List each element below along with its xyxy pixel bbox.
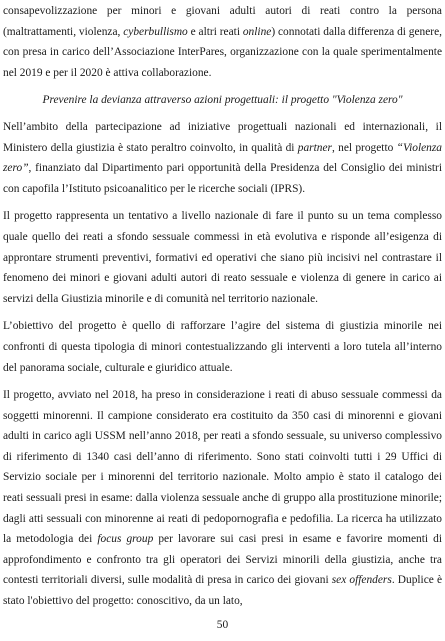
italic-text-span: partner	[297, 141, 332, 154]
text-span: L’obiettivo del progetto è quello di rafforzare l’agire del sistema di giustizia minorile nei confronti di questa tipologia di minori contestualizzando gli interventi a loro tutela all’interno del panorama sociale, culturale e giuridico attuale.	[3, 320, 442, 374]
text-span: e altri reati	[187, 25, 243, 38]
body-paragraph-4	[3, 385, 442, 612]
body-paragraph-2	[3, 206, 442, 309]
text-span: Il progetto rappresenta un tentativo a livello nazionale di fare il punto su un tema complesso quale quello dei reati a sfondo sessuale commessi in età evolutiva e risponde all’esigenza di approntare strumenti preventivi, formativi ed operativi che siano più incisivi nel contrastare il fenomeno dei minori e giovani adulti autori di reato sessuale e violenza di genere in carico ai servizi della Giustizia minorile e di comunità nel territorio nazionale.	[3, 210, 442, 305]
italic-text-span: “Violenza zero”	[3, 141, 442, 175]
text-span: , nel progetto	[331, 141, 397, 154]
italic-text-span: online	[242, 25, 272, 38]
text-span: . Duplice è stato l'obiettivo del progetto: conoscitivo, da un lato,	[3, 574, 443, 608]
section-heading: Prevenire la devianza attraverso azioni progettuali: il progetto "Violenza zero"	[42, 94, 403, 107]
intro-paragraph	[3, 1, 442, 83]
text-span: ) connotati dalla differenza di genere, con presa in carico dell’Associazione InterPares, organizzazione con la quale sperimentalmente nel 2019 e per il 2020 è attiva collaborazione.	[3, 25, 442, 79]
italic-text-span: focus group	[97, 533, 154, 546]
page-number: 50	[216, 619, 229, 631]
text-span: Nell’ambito della partecipazione ad iniziative progettuali nazionali ed internazionali, il Ministero della giustizia è stato peraltro coinvolto, in qualità di	[3, 120, 442, 154]
text-span: , finanziato dal Dipartimento pari opportunità della Presidenza del Consiglio dei ministri con capofila l’Istituto psicoanalitico per le ricerche sociali (IPRS).	[3, 162, 442, 195]
document-body	[3, 1, 442, 612]
body-paragraph-3	[3, 316, 442, 378]
text-span: per lavorare sui casi presi in esame e favorire momenti di approfondimento e confronto tra gli operatori dei Servizi minorili della giustizia, anche tra contesti territoriali diversi, sulle modalità di presa in carico dei giovani	[3, 533, 442, 587]
text-span: Il progetto, avviato nel 2018, ha preso in considerazione i reati di abuso sessuale commessi da soggetti minorenni. Il campione considerato era costituito da 350 casi di minorenni e giovani adulti in carico agli USSM nell’anno 2018, per reati a sfondo sessuale, su universo complessivo di riferimento di 1340 casi dell’anno di riferimento. Sono stati coinvolti tutti i 29 Uffici di Servizio sociale per i minorenni del territorio nazionale. Molto ampio è stato il catalogo dei reati sessuali presi in esame: dalla violenza sessuale anche di gruppo alla prostituzione minorile; dagli atti sessuali con minorenne ai reati di pedopornografia e pedofilia. La ricerca ha utilizzato la metodologia dei	[3, 389, 442, 546]
italic-text-span: cyberbullismo	[123, 25, 188, 38]
text-span: consapevolizzazione per minori e giovani adulti autori di reati contro la persona (maltrattamenti, violenza,	[3, 5, 442, 38]
body-paragraph-1	[3, 117, 442, 199]
italic-text-span: sex offenders	[331, 574, 392, 587]
